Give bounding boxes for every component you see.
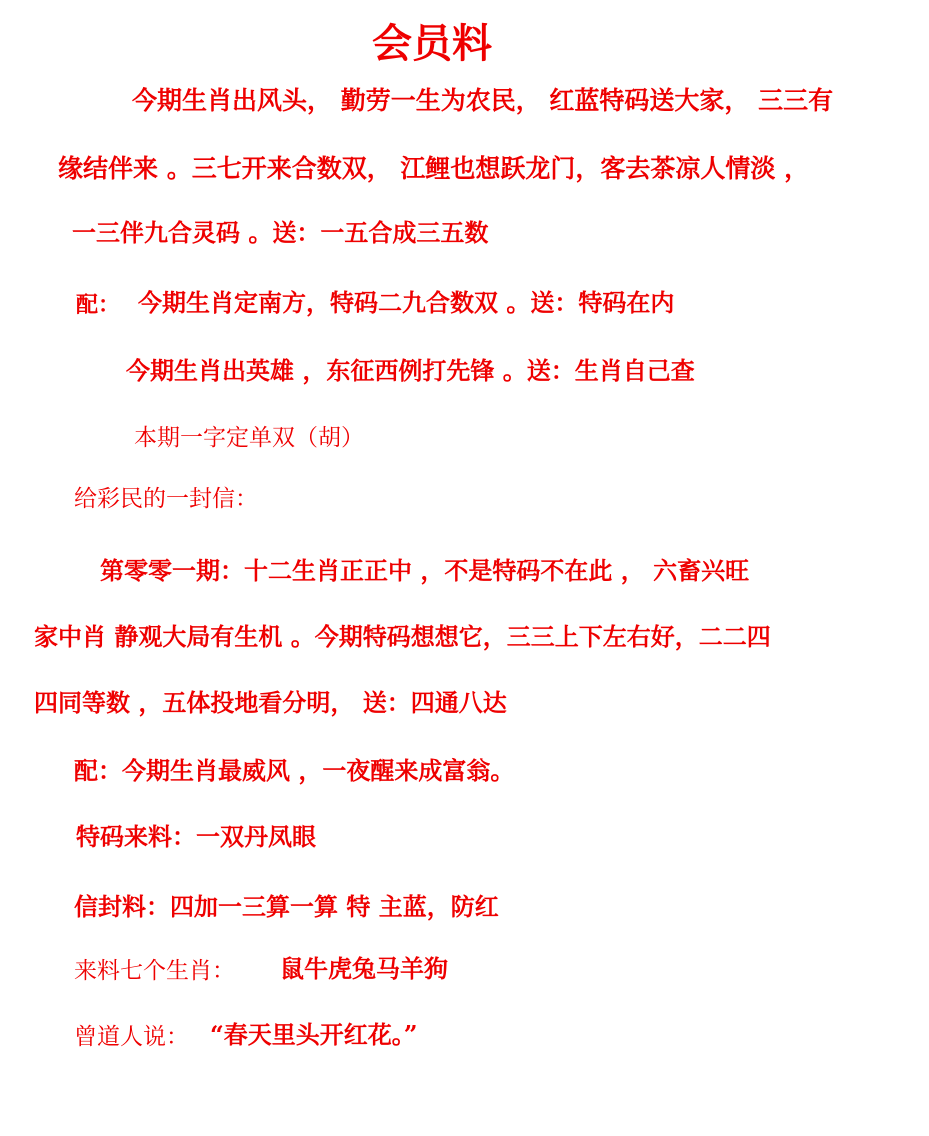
text-line-3: 一三伴九合灵码 。送：一五合成三五数 [72, 218, 489, 247]
text-line-15: “春天里头开红花。” [210, 1020, 418, 1049]
text-line-2: 缘结伴来 。三七开来合数双， 江鲤也想跃龙门，客去茶凉人情淡 ， [58, 154, 810, 183]
text-line-9: 家中肖 静观大局有生机 。今期特码想想它，三三上下左右好，二二四 [34, 622, 771, 651]
text-line-6: 本期一字定单双（胡） [134, 425, 364, 451]
text-line-11: 配：今期生肖最威风 ，一夜醒来成富翁。 [74, 756, 515, 785]
text-line-4: 今期生肖定南方，特码二九合数双 。送：特码在内 [138, 288, 675, 317]
text-line-7-prefix: 给彩民的一封信： [74, 486, 258, 512]
text-line-8: 第零零一期：十二生肖正正中 ，不是特码不在此 ， 六畜兴旺 [100, 556, 750, 585]
text-line-1: 今期生肖出风头， 勤劳一生为农民， 红蓝特码送大家， 三三有 [132, 86, 834, 115]
text-line-4-prefix: 配： [76, 292, 121, 318]
text-line-14-prefix: 来料七个生肖： [74, 958, 235, 984]
text-line-15-prefix: 曾道人说： [74, 1024, 189, 1050]
text-line-13: 信封料：四加一三算一算 特 主蓝，防红 [74, 892, 499, 921]
text-line-12: 特码来料：一双丹凤眼 [76, 822, 316, 851]
title-member-material: 会员料 [372, 20, 492, 67]
text-line-10: 四同等数 ，五体投地看分明， 送：四通八达 [34, 688, 507, 717]
text-line-5: 今期生肖出英雄 ，东征西例打先锋 。送：生肖自己查 [126, 356, 695, 385]
text-line-14: 鼠牛虎兔马羊狗 [280, 954, 448, 983]
